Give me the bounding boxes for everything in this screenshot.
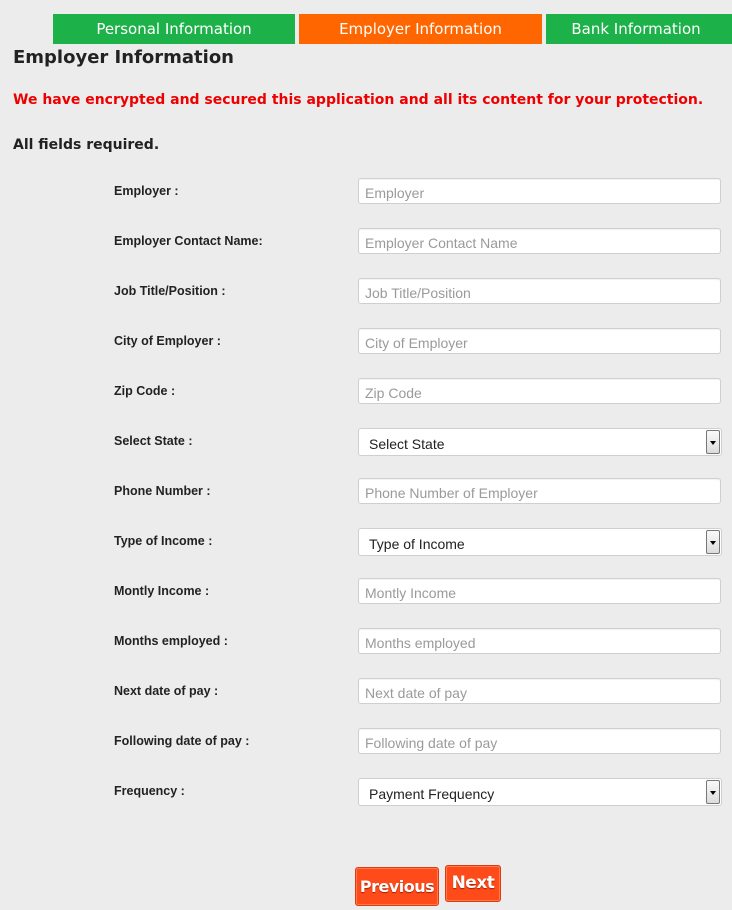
frequency-select-value: Payment Frequency: [369, 786, 495, 802]
next-pay-label: Next date of pay :: [114, 684, 219, 698]
phone-input[interactable]: [358, 478, 721, 504]
job-title-row: [0, 278, 732, 306]
tab-employer-information[interactable]: Employer Information: [299, 14, 542, 44]
next-button[interactable]: Next: [445, 865, 501, 902]
monthly-income-input[interactable]: [358, 578, 721, 604]
contact-name-row: [0, 228, 732, 256]
dropdown-arrow-icon[interactable]: [706, 530, 720, 554]
monthly-income-label: Montly Income :: [114, 584, 210, 598]
job-title-input[interactable]: [358, 278, 721, 304]
employer-row: [0, 178, 732, 206]
next-pay-input[interactable]: [358, 678, 721, 704]
previous-button[interactable]: Previous: [355, 867, 439, 906]
state-select[interactable]: [358, 428, 722, 456]
employer-label: Employer :: [114, 184, 179, 198]
months-employed-label: Months employed :: [114, 634, 228, 648]
city-input[interactable]: [358, 328, 721, 354]
dropdown-arrow-icon[interactable]: [706, 780, 720, 804]
contact-name-input[interactable]: [358, 228, 721, 254]
phone-label: Phone Number :: [114, 484, 211, 498]
frequency-label: Frequency :: [114, 784, 185, 798]
phone-row: [0, 478, 732, 506]
employer-input[interactable]: [358, 178, 721, 204]
tab-bank-information[interactable]: [546, 14, 732, 44]
city-label: City of Employer :: [114, 334, 221, 348]
frequency-select[interactable]: [358, 778, 722, 806]
income-type-row: [0, 528, 732, 556]
following-pay-input[interactable]: [358, 728, 721, 754]
following-pay-row: [0, 728, 732, 756]
page-title: Employer Information: [13, 47, 235, 68]
zip-row: [0, 378, 732, 406]
state-select-value: Select State: [369, 436, 445, 452]
income-type-select-value: Type of Income: [369, 536, 465, 552]
state-row: [0, 428, 732, 456]
income-type-label: Type of Income :: [114, 534, 213, 548]
following-pay-label: Following date of pay :: [114, 734, 250, 748]
months-employed-row: [0, 628, 732, 656]
tab-bank-label: Bank Information: [571, 20, 701, 38]
city-row: [0, 328, 732, 356]
step-tabs: [0, 14, 732, 44]
tab-personal-information[interactable]: Personal Information: [53, 14, 295, 44]
zip-label: Zip Code :: [114, 384, 176, 398]
income-type-select[interactable]: [358, 528, 722, 556]
zip-input[interactable]: [358, 378, 721, 404]
state-label: Select State :: [114, 434, 193, 448]
monthly-income-row: [0, 578, 732, 606]
required-fields-note: All fields required.: [13, 137, 160, 153]
security-notice: We have encrypted and secured this application and all its content for your protection.: [13, 92, 704, 108]
contact-name-label: Employer Contact Name:: [114, 234, 263, 248]
next-pay-row: [0, 678, 732, 706]
job-title-label: Job Title/Position :: [114, 284, 226, 298]
frequency-row: [0, 778, 732, 806]
dropdown-arrow-icon[interactable]: [706, 430, 720, 454]
months-employed-input[interactable]: [358, 628, 721, 654]
